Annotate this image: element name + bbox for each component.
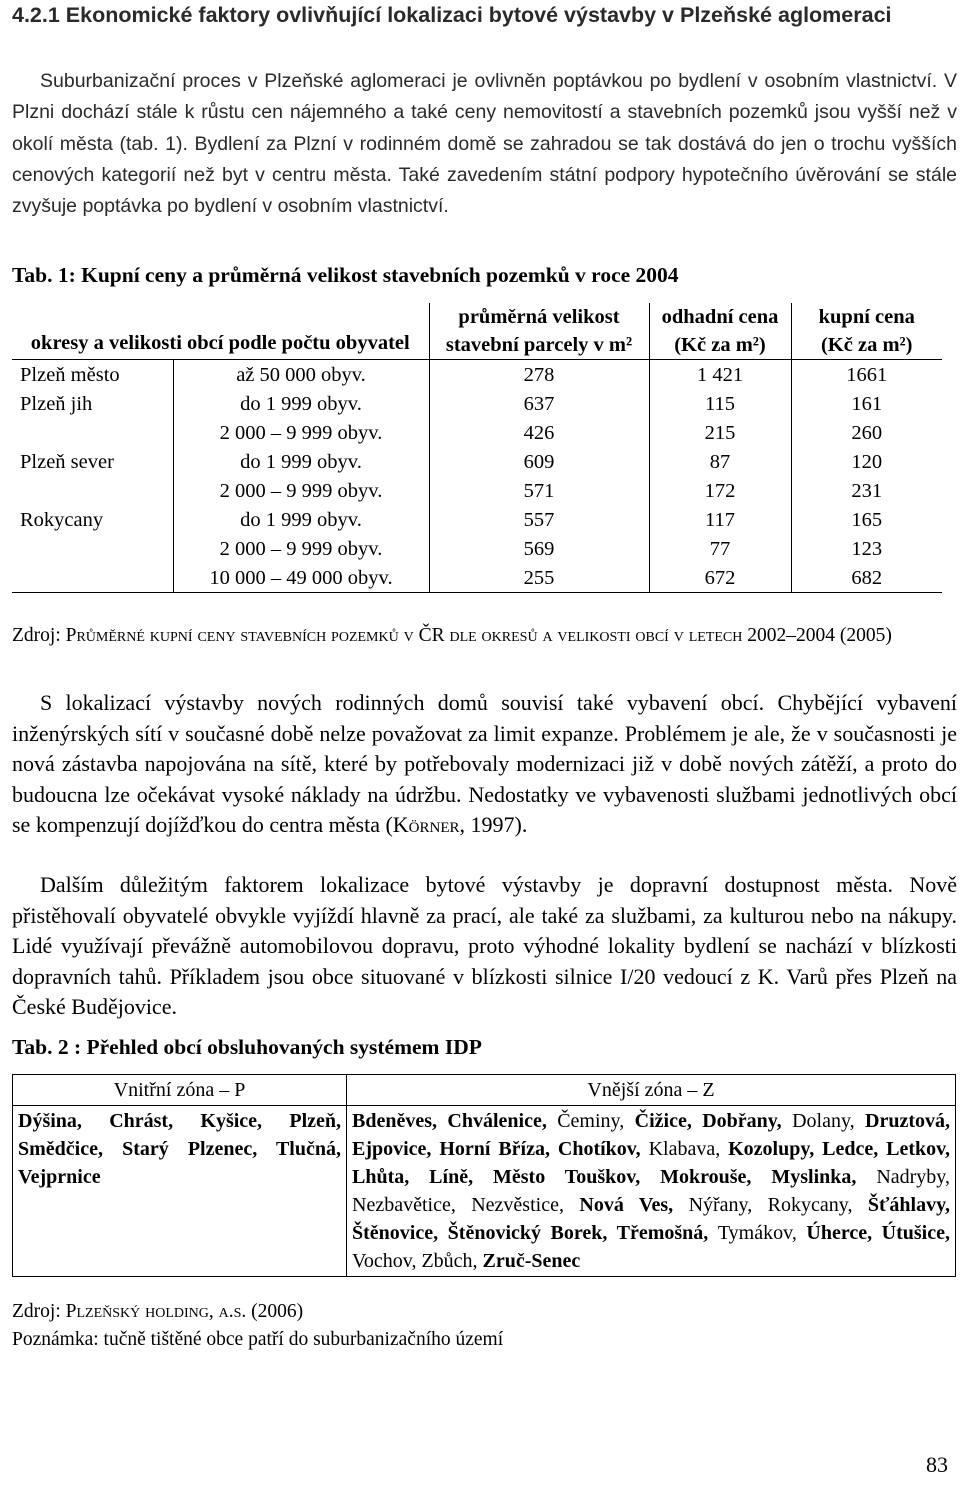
outer-zone-municipalities <box>347 1106 956 1277</box>
inner-zone-municipalities: Dýšina, Chrást, Kyšice, Plzeň, Smědčice, Starý Plzenec, Tlučná, Vejprnice <box>13 1106 347 1277</box>
municipality-name: Třemošná, <box>616 1222 718 1244</box>
table-idp-zones <box>12 1074 956 1277</box>
table-row <box>12 389 942 418</box>
cell-price: 165 <box>791 505 942 534</box>
municipality-name: Úherce, <box>806 1222 882 1244</box>
header-outer-zone: Vnější zóna – Z <box>347 1075 956 1106</box>
municipality-name: Kozolupy, <box>728 1138 823 1160</box>
cell-estimate: 87 <box>649 447 791 476</box>
table-row <box>12 505 942 534</box>
header-estimate: odhadní cena (Kč za m²) <box>649 303 791 360</box>
cell-size: do 1 999 obyv. <box>173 505 429 534</box>
paragraph-amenities: S lokalizací výstavby nových rodinných domů souvisí také vybavení obcí. Chybějící vybavení inženýrských sítí v současné době nelze považovat za limit expanze. Problémem je ale, že v současnosti je nová zástavba napojována na sítě, které by potřebovaly modernizaci již v době nových zátěží, a proto do budoucna lze očekávat vysoké náklady na údržbu. Nedostatky ve vybavenosti službami jednotlivých obcí se kompenzují dojížďkou do centra města (Körner, 1997). <box>12 690 957 837</box>
cell-size: do 1 999 obyv. <box>173 447 429 476</box>
municipality-name: Myslinka, <box>771 1166 877 1188</box>
table-row <box>12 534 942 563</box>
cell-district: Plzeň město <box>20 363 120 386</box>
municipality-name: Chválenice, <box>447 1110 558 1132</box>
municipality-name: Lhůta, <box>352 1166 430 1188</box>
municipality-name: Líně, <box>429 1166 493 1188</box>
cell-estimate: 172 <box>649 476 791 505</box>
table-row <box>12 563 942 593</box>
table-row <box>12 418 942 447</box>
municipality-name: Druztová, <box>865 1110 951 1132</box>
cell-estimate: 672 <box>649 563 791 593</box>
municipality-name: Horní Bříza, <box>439 1138 558 1160</box>
table1-source: Zdroj: Průměrné kupní ceny stavebních pozemků v ČR dle okresů a velikosti obcí v letech 2002–2004 (2005) <box>12 625 892 646</box>
cell-price: 260 <box>791 418 942 447</box>
cell-district: Plzeň jih <box>20 392 93 415</box>
municipality-name: Chotíkov, <box>557 1138 649 1160</box>
municipality-name: Štěnovice, <box>352 1222 448 1244</box>
municipality-name: Čižice, <box>634 1110 703 1132</box>
cell-size: 2 000 – 9 999 obyv. <box>173 476 429 505</box>
municipality-name: Zruč-Senec <box>482 1250 581 1272</box>
table1-header-row <box>12 303 942 360</box>
cell-estimate: 77 <box>649 534 791 563</box>
municipality-name: Útušice, <box>881 1222 950 1244</box>
cell-price: 682 <box>791 563 942 593</box>
municipality-name: Rokycany, <box>767 1194 868 1216</box>
cell-area: 426 <box>429 418 649 447</box>
cell-district <box>12 418 173 447</box>
municipality-name: Vochov, Zbůch, <box>352 1250 483 1272</box>
municipality-name: Město Touškov, <box>493 1166 661 1188</box>
table2-header-row <box>13 1075 956 1106</box>
municipality-name: Čeminy, <box>557 1110 635 1132</box>
cell-district: Rokycany <box>20 508 104 531</box>
table-row <box>12 447 942 476</box>
municipality-name: Nezbavětice, <box>352 1194 472 1216</box>
header-districts: okresy a velikosti obcí podle počtu obyvatel <box>12 303 429 360</box>
cell-price: 1661 <box>791 360 942 390</box>
table-land-prices <box>12 303 942 593</box>
municipality-name: Nýřany, <box>688 1194 768 1216</box>
table1-caption: Tab. 1: Kupní ceny a průměrná velikost stavebních pozemků v roce 2004 <box>12 263 679 287</box>
cell-size: do 1 999 obyv. <box>173 389 429 418</box>
cell-estimate: 115 <box>649 389 791 418</box>
municipality-name: Nadryby, <box>876 1166 950 1188</box>
cell-area: 609 <box>429 447 649 476</box>
table2-source: Zdroj: Plzeňský holding, a.s. (2006) <box>12 1301 304 1322</box>
cell-area: 255 <box>429 563 649 593</box>
cell-size: 2 000 – 9 999 obyv. <box>173 534 429 563</box>
table2-note: Poznámka: tučně tištěné obce patří do suburbanizačního území <box>12 1329 504 1350</box>
header-inner-zone: Vnitřní zóna – P <box>13 1075 347 1106</box>
municipality-name: Šťáhlavy, <box>867 1194 950 1216</box>
cell-price: 120 <box>791 447 942 476</box>
municipality-name: Tymákov, <box>717 1222 807 1244</box>
paragraph-transport: Dalším důležitým faktorem lokalizace bytové výstavby je dopravní dostupnost města. Nově přistěhovalí obyvatelé obvykle vyjíždí hlavně za prací, ale také za službami, za kulturou nebo na nákupy. Lidé využívají převážně automobilovou dopravu, proto výhodné lokality bydlení se nachází v blízkosti dopravních tahů. Příkladem jsou obce situované v blízkosti silnice I/20 vedoucí z K. Varů přes Plzeň na České Budějovice. <box>12 872 957 1019</box>
header-price: kupní cena (Kč za m²) <box>791 303 942 360</box>
table-row <box>12 476 942 505</box>
cell-district <box>12 476 173 505</box>
municipality-name: Nová Ves, <box>579 1194 689 1216</box>
cell-area: 637 <box>429 389 649 418</box>
page-number: 83 <box>926 1452 948 1477</box>
table-row <box>12 360 942 390</box>
municipality-name: Ledce, <box>822 1138 887 1160</box>
table2-content-row <box>13 1106 956 1277</box>
cell-estimate: 215 <box>649 418 791 447</box>
cell-district: Plzeň sever <box>20 450 114 473</box>
municipality-name: Štěnovický Borek, <box>447 1222 617 1244</box>
header-avg-size: průměrná velikost stavební parcely v m² <box>429 303 649 360</box>
cell-price: 123 <box>791 534 942 563</box>
section-heading: 4.2.1 Ekonomické faktory ovlivňující lokalizaci bytové výstavby v Plzeňské aglomeraci <box>12 3 892 27</box>
cell-estimate: 117 <box>649 505 791 534</box>
municipality-name: Nezvěstice, <box>471 1194 580 1216</box>
municipality-name: Klabava, <box>648 1138 729 1160</box>
municipality-name: Dolany, <box>792 1110 866 1132</box>
municipality-name: Dobřany, <box>702 1110 793 1132</box>
table2-caption: Tab. 2 : Přehled obcí obsluhovaných systémem IDP <box>12 1035 482 1059</box>
cell-price: 161 <box>791 389 942 418</box>
cell-district <box>12 534 173 563</box>
cell-area: 571 <box>429 476 649 505</box>
cell-area: 569 <box>429 534 649 563</box>
cell-area: 278 <box>429 360 649 390</box>
municipality-name: Mokrouše, <box>660 1166 772 1188</box>
municipality-name: Ejpovice, <box>352 1138 440 1160</box>
paragraph-suburbanization: Suburbanizační proces v Plzeňské aglomeraci je ovlivněn poptávkou po bydlení v osobním vlastnictví. V Plzni dochází stále k růstu cen nájemného a také ceny nemovitostí a stavebních pozemků jsou vyšší než v okolí města (tab. 1). Bydlení za Plzní v rodinném domě se zahradou se tak dostává do jen o trochu vyšších cenových kategorií než byt v centru města. Také zavedením státní podpory hypotečního úvěrování se stále zvyšuje poptávka po bydlení v osobním vlastnictví. <box>12 70 957 218</box>
cell-size: až 50 000 obyv. <box>173 360 429 390</box>
municipality-name: Letkov, <box>886 1138 951 1160</box>
cell-price: 231 <box>791 476 942 505</box>
cell-size: 10 000 – 49 000 obyv. <box>173 563 429 593</box>
cell-size: 2 000 – 9 999 obyv. <box>173 418 429 447</box>
cell-area: 557 <box>429 505 649 534</box>
cell-district <box>12 563 173 593</box>
cell-estimate: 1 421 <box>649 360 791 390</box>
municipality-name: Bdeněves, <box>352 1110 448 1132</box>
